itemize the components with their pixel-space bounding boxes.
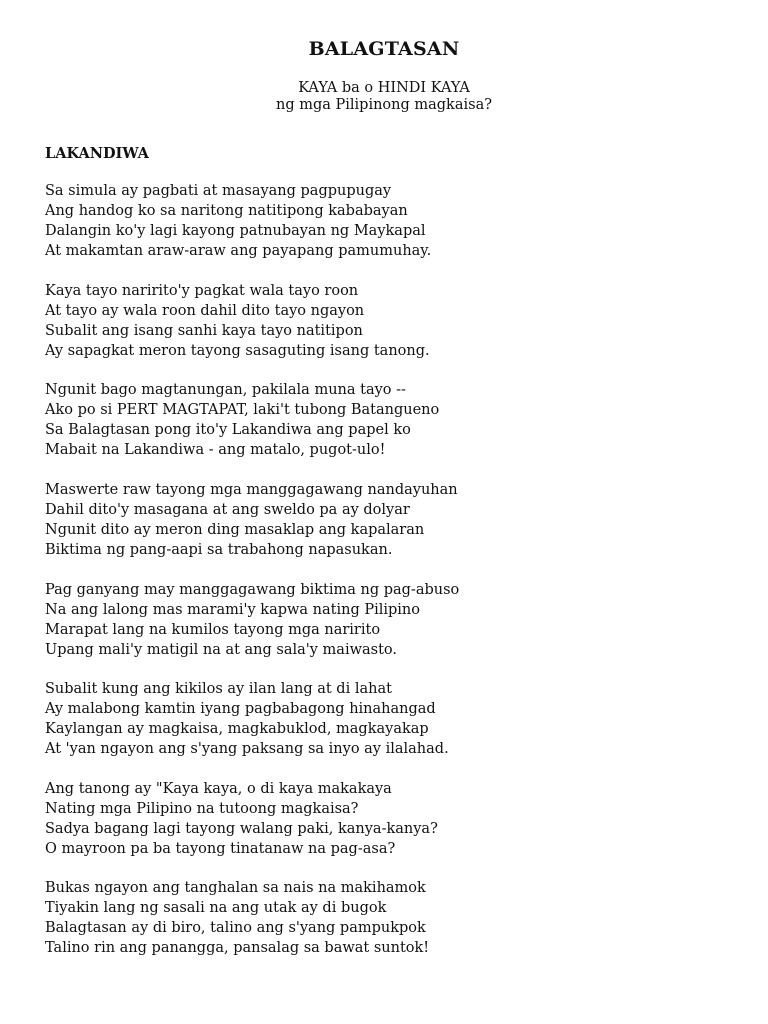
verse-line: Ay malabong kamtin iyang pagbabagong hinahangad <box>45 701 436 717</box>
verse-line: At 'yan ngayon ang s'yang paksang sa inyo ay ilalahad. <box>45 741 449 757</box>
subtitle-line-1: KAYA ba o HINDI KAYA <box>298 80 470 96</box>
speaker-heading: LAKANDIWA <box>45 145 149 162</box>
verse-line: Talino rin ang panangga, pansalag sa bawat suntok! <box>45 940 430 956</box>
verse-line: Na ang lalong mas marami'y kapwa nating Pilipino <box>45 602 420 618</box>
verse-line: Marapat lang na kumilos tayong mga naririto <box>45 622 381 638</box>
verse-line: O mayroon pa ba tayong tinatanaw na pag-asa? <box>45 841 396 857</box>
verse-line: Ngunit bago magtanungan, pakilala muna tayo -- <box>45 382 406 398</box>
verse-line: Ngunit dito ay meron ding masaklap ang kapalaran <box>45 522 425 538</box>
verse-line: Ay sapagkat meron tayong sasaguting isang tanong. <box>45 343 430 359</box>
stanza-7 <box>45 779 735 859</box>
verse-line: Dalangin ko'y lagi kayong patnubayan ng Maykapal <box>45 223 426 239</box>
verse-line: Ang handog ko sa naritong natitipong kababayan <box>45 203 408 219</box>
verse-line: Sadya bagang lagi tayong walang paki, kanya-kanya? <box>45 821 438 837</box>
verse-line: Balagtasan ay di biro, talino ang s'yang pampukpok <box>45 920 426 936</box>
stanza-1 <box>45 181 735 261</box>
verse-line: Kaylangan ay magkaisa, magkabuklod, magkayakap <box>45 721 429 737</box>
verse-line: Kaya tayo naririto'y pagkat wala tayo roon <box>45 283 359 299</box>
verse-line: Nating mga Pilipino na tutoong magkaisa? <box>45 801 359 817</box>
verse-line: Sa simula ay pagbati at masayang pagpupugay <box>45 183 392 199</box>
stanza-6 <box>45 679 735 759</box>
verse-line: Dahil dito'y masagana at ang sweldo pa ay dolyar <box>45 502 410 518</box>
document-title: BALAGTASAN <box>308 38 460 60</box>
verse-line: Ako po si PERT MAGTAPAT, laki't tubong Batangueno <box>45 402 440 418</box>
subtitle-line-2: ng mga Pilipinong magkaisa? <box>275 97 492 113</box>
verse-line: Maswerte raw tayong mga manggagawang nandayuhan <box>45 482 458 498</box>
verse-line: Tiyakin lang ng sasali na ang utak ay di bugok <box>45 900 387 916</box>
verse-line: Ang tanong ay "Kaya kaya, o di kaya makakaya <box>45 781 392 797</box>
verse-line: At tayo ay wala roon dahil dito tayo ngayon <box>45 303 365 319</box>
verse-line: Subalit ang isang sanhi kaya tayo natitipon <box>45 323 363 339</box>
verse-line: Biktima ng pang-aapi sa trabahong napasukan. <box>45 542 393 558</box>
verse-line: Subalit kung ang kikilos ay ilan lang at di lahat <box>45 681 392 697</box>
stanza-2 <box>45 281 735 361</box>
stanza-3 <box>45 380 735 460</box>
verse-line: At makamtan araw-araw ang payapang pamumuhay. <box>45 243 432 259</box>
verse-line: Bukas ngayon ang tanghalan sa nais na makihamok <box>45 880 426 896</box>
verse-line: Upang mali'y matigil na at ang sala'y maiwasto. <box>45 642 398 658</box>
verse-line: Pag ganyang may manggagawang biktima ng pag-abuso <box>45 582 460 598</box>
verse-line: Mabait na Lakandiwa - ang matalo, pugot-ulo! <box>45 442 386 458</box>
stanza-4 <box>45 480 735 560</box>
stanza-8 <box>45 878 735 958</box>
verse-line: Sa Balagtasan pong ito'y Lakandiwa ang papel ko <box>45 422 411 438</box>
stanza-5 <box>45 580 735 660</box>
